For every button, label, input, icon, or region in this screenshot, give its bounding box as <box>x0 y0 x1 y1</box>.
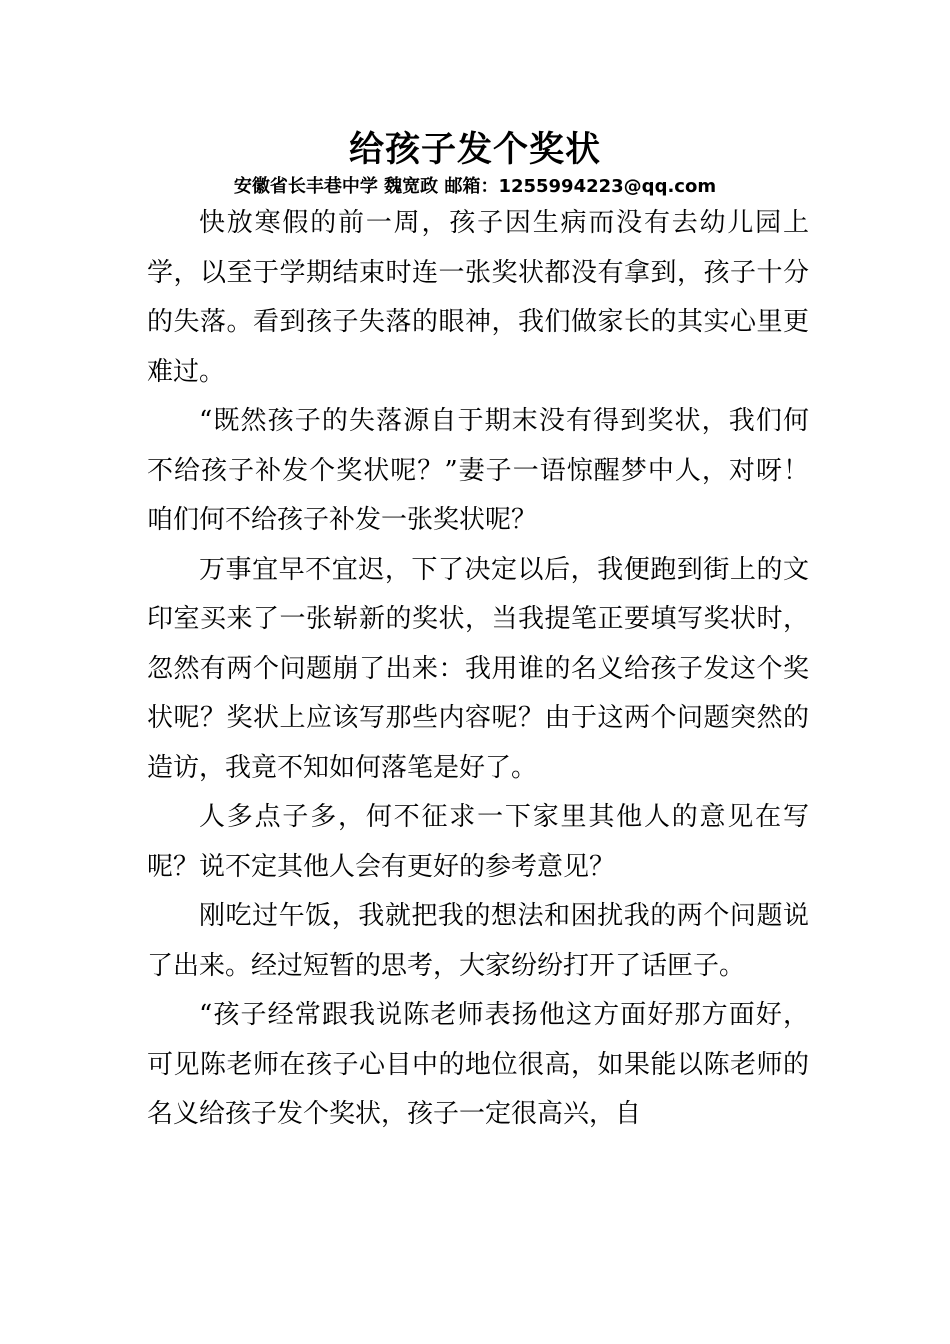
paragraph: 刚吃过午饭，我就把我的想法和困扰我的两个问题说了出来。经过短暂的思考，大家纷纷打开了话匣子。 <box>147 901 809 981</box>
document-body <box>147 199 809 1140</box>
paragraph: 人多点子多，何不征求一下家里其他人的意见在写呢？说不定其他人会有更好的参考意见？ <box>147 802 809 882</box>
document-title: 给孩子发个奖状 <box>348 129 601 170</box>
paragraph: “孩子经常跟我说陈老师表扬他这方面好那方面好，可见陈老师在孩子心目中的地位很高，如果能以陈老师的名义给孩子发个奖状，孩子一定很高兴，自 <box>147 1000 809 1129</box>
author-byline: 安徽省长丰巷中学 魏宽政 邮箱：1255994223@qq.com <box>233 176 717 197</box>
paragraph: “既然孩子的失落源自于期末没有得到奖状，我们何不给孩子补发个奖状呢？”妻子一语惊醒梦中人，对呀！咱们何不给孩子补发一张奖状呢？ <box>147 406 809 535</box>
paragraph: 快放寒假的前一周，孩子因生病而没有去幼儿园上学，以至于学期结束时连一张奖状都没有拿到，孩子十分的失落。看到孩子失落的眼神，我们做家长的其实心里更难过。 <box>147 208 809 387</box>
paragraph: 万事宜早不宜迟，下了决定以后，我便跑到街上的文印室买来了一张崭新的奖状，当我提笔正要填写奖状时，忽然有两个问题崩了出来：我用谁的名义给孩子发这个奖状呢？奖状上应该写那些内容呢？由于这两个问题突然的造访，我竟不知如何落笔是好了。 <box>147 554 809 783</box>
